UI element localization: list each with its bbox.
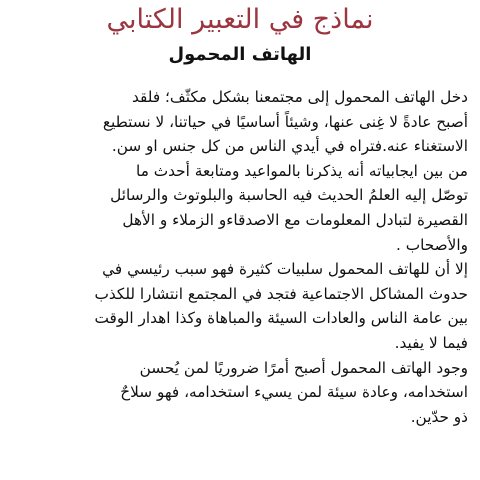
paragraph-conclusion <box>12 356 468 430</box>
text-line: إلا أن للهاتف المحمول سلبيات كثيرة فهو سبب رئيسي في <box>102 260 468 279</box>
text-line: توصّل إليه العلمُ الحديث فيه الحاسبة والبلوتوث والرسائل <box>110 186 468 205</box>
text-line: والأصحاب . <box>395 235 468 254</box>
text-line: وجود الهاتف المحمول أصبح أمرًا ضروريًا لمن يُحسن <box>139 358 468 377</box>
text-line: القصيرة لتبادل المعلومات مع الاصدقاءو الزملاء و الأهل <box>122 210 468 229</box>
text-line: حدوث المشاكل الاجتماعية فتجد في المجتمع انتشارا للكذب <box>94 284 468 303</box>
text-line: ذو حدّين. <box>410 407 468 426</box>
paragraph-advantages <box>12 159 468 257</box>
text-line: أصبح عادةً لا غِنى عنها، وشيئاً أساسيًا في حياتنا، لا نستطيع <box>102 112 468 131</box>
text-line: بين عامة الناس والعادات السيئة والمباهاة وكذا اهدار الوقت <box>94 309 468 328</box>
paragraph-disadvantages <box>12 257 468 355</box>
text-line: استخدامه، وعادة سيئة لمن يسيء استخدامه، فهو سلاحٌ <box>120 383 468 402</box>
text-line: من بين ايجابياته أنه يذكرنا بالمواعيد ومتابعة أحدث ما <box>136 161 468 180</box>
essay-subtitle: الهاتف المحمول <box>168 44 312 65</box>
page-title: نماذج في التعبير الكتابي <box>106 4 374 35</box>
text-line: دخل الهاتف المحمول إلى مجتمعنا بشكل مكثّف؛ فلقد <box>132 88 468 106</box>
text-line: الاستغناء عنه.فتراه في أيدي الناس من كل جنس او سن. <box>111 137 468 156</box>
essay-body <box>12 85 468 429</box>
text-line: فيما لا يفيد. <box>394 333 468 352</box>
paragraph-intro <box>12 85 468 159</box>
